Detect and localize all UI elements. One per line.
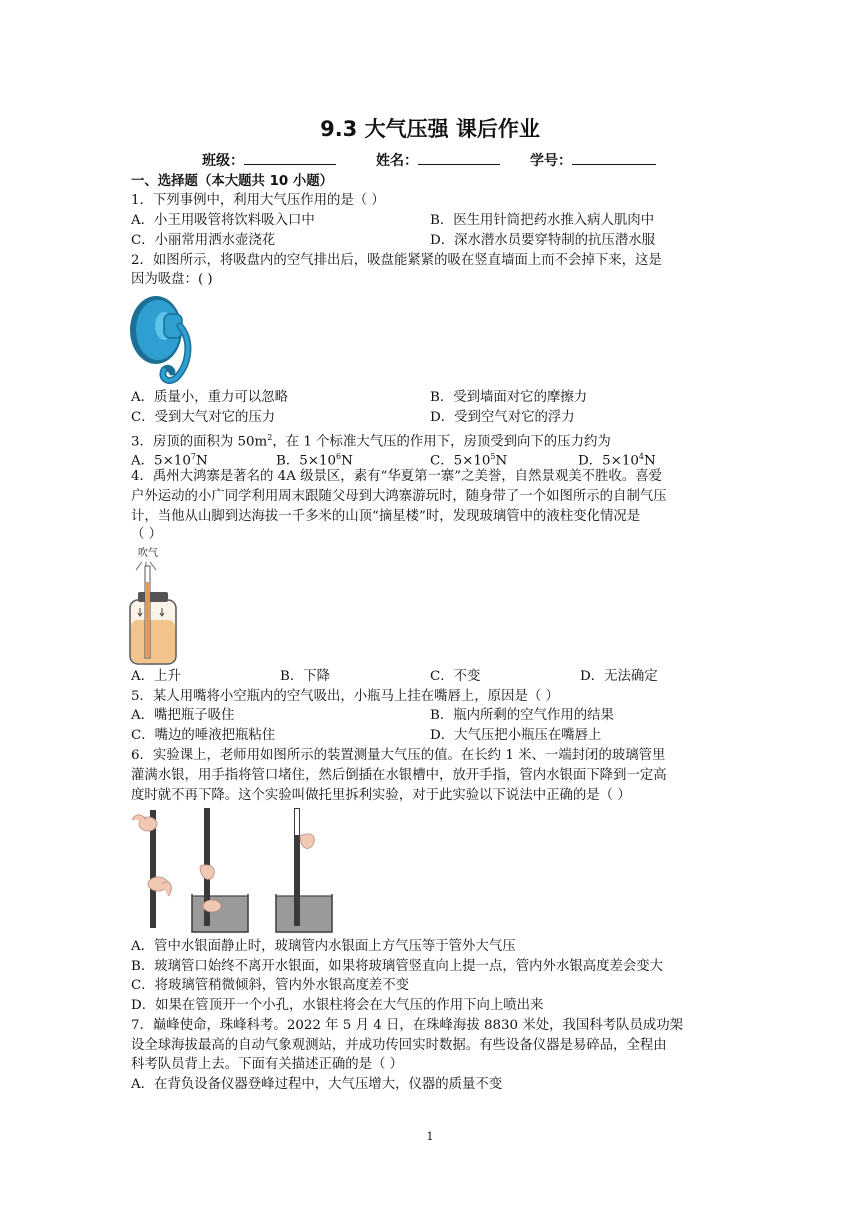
- barometer-label: 吹气: [138, 548, 158, 559]
- q6-stem-line1: 6．实验课上，老师用如图所示的装置测量大气压的值。在长约 1 米、一端封闭的玻璃管里: [131, 748, 666, 763]
- q3-c-unit: N: [495, 453, 508, 469]
- page-title: 9.3 大气压强 课后作业: [320, 117, 540, 141]
- id-blank[interactable]: [572, 150, 656, 165]
- q4-option-b: B．下降: [280, 669, 331, 684]
- q6-stem-line3: 度时就不再下降。这个实验叫做托里拆利实验，对于此实验以下说法中正确的是（ ）: [131, 788, 631, 803]
- class-label: 班级：: [202, 153, 244, 169]
- q6-option-a: A．管中水银面静止时，玻璃管内水银面上方气压等于管外大气压: [131, 939, 516, 954]
- q3-d-unit: N: [644, 453, 656, 469]
- q1-option-a: A．小王用吸管将饮料吸入口中: [131, 213, 315, 228]
- q2-stem-line2: 因为吸盘：( ): [131, 272, 213, 287]
- q7-option-a: A．在背负设备仪器登峰过程中，大气压增大，仪器的质量不变: [131, 1077, 503, 1092]
- q7-stem-line3: 科考队员背上去。下面有关描述正确的是（ ）: [131, 1057, 404, 1072]
- q1-option-b: B．医生用针筒把药水推入病人肌肉中: [430, 213, 655, 228]
- q4-stem-line3: 计，当他从山脚到达海拔一千多米的山顶“摘星楼”时，发现玻璃管中的液柱变化情况是: [131, 509, 641, 524]
- q2-option-b: B．受到墙面对它的摩擦力: [430, 390, 588, 405]
- name-field: [376, 150, 500, 170]
- q4-option-d: D．无法确定: [580, 669, 658, 684]
- tube-invert-step: [192, 808, 248, 932]
- q5-option-b: B．瓶内所剩的空气作用的结果: [430, 708, 614, 723]
- torricelli-experiment-figure: [128, 806, 348, 936]
- q1-stem: 1．下列事例中，利用大气压作用的是（ ）: [131, 193, 385, 208]
- q5-stem: 5．某人用嘴将小空瓶内的空气吸出，小瓶马上挂在嘴唇上，原因是（ ）: [131, 689, 559, 704]
- q3-a-unit: N: [195, 453, 208, 469]
- q3-a-exponent: 7: [190, 452, 196, 461]
- q6-option-d: D．如果在管顶开一个小孔，水银柱将会在大气压的作用下向上喷出来: [131, 998, 544, 1013]
- q4-option-a: A．上升: [131, 669, 181, 684]
- q6-option-b: B．玻璃管口始终不离开水银面，如果将玻璃管竖直向上提一点，管内外水银高度差会变大: [131, 959, 664, 974]
- q2-option-d: D．受到空气对它的浮力: [430, 410, 575, 425]
- q6-stem-line2: 灌满水银，用手指将管口堵住，然后倒插在水银槽中，放开手指，管内水银面下降到一定高: [131, 768, 667, 783]
- q3-c-exponent: 5: [490, 452, 496, 461]
- q3-c-text: C．5×10: [430, 453, 491, 469]
- class-blank[interactable]: [244, 150, 336, 165]
- q6-option-c: C．将玻璃管稍微倾斜，管内外水银高度差不变: [131, 978, 410, 993]
- q3-d-text: D．5×10: [578, 453, 639, 469]
- page-number: 1: [426, 1130, 434, 1143]
- q4-option-c: C．不变: [430, 669, 481, 684]
- q3-stem-exponent: 2: [267, 433, 273, 442]
- q2-stem-line1: 2．如图所示，将吸盘内的空气排出后，吸盘能紧紧的吸在竖直墙面上而不会掉下来，这是: [131, 253, 662, 268]
- q3-a-text: A．5×10: [131, 453, 191, 469]
- name-label: 姓名：: [376, 153, 418, 169]
- q4-stem-line4: （ ）: [131, 527, 163, 542]
- q7-stem-line2: 设全球海拔最高的自动气象观测站，并成功传回实时数据。有些设备仪器是易碎品，全程由: [131, 1038, 667, 1053]
- q5-option-a: A．嘴把瓶子吸住: [131, 708, 235, 723]
- q4-stem-line2: 户外运动的小广同学利用周末跟随父母到大鸿寨游玩时，随身带了一个如图所示的自制气压: [131, 489, 667, 504]
- class-field: [202, 150, 336, 170]
- tube-fill-step: [132, 810, 171, 928]
- q5-option-d: D．大气压把小瓶压在嘴唇上: [430, 728, 602, 743]
- q3-b-exponent: 6: [336, 452, 342, 461]
- q5-option-c: C．嘴边的唾液把瓶粘住: [131, 728, 276, 743]
- q2-option-c: C．受到大气对它的压力: [131, 410, 276, 425]
- q2-option-a: A．质量小，重力可以忽略: [131, 390, 288, 405]
- q4-stem-line1: 4．禹州大鸿寨是著名的 4A 级景区，素有“华夏第一寨”之美誉，自然景观美不胜收。喜爱: [131, 469, 662, 484]
- q3-b-unit: N: [341, 453, 353, 469]
- tube-final-step: [276, 808, 332, 932]
- barometer-figure: [126, 556, 180, 666]
- q3-b-text: B．5×10: [276, 453, 337, 469]
- q3-d-exponent: 4: [638, 452, 644, 461]
- q1-option-d: D．深水潜水员要穿特制的抗压潜水服: [430, 233, 655, 248]
- name-blank[interactable]: [418, 150, 500, 165]
- q1-option-c: C．小丽常用洒水壶浇花: [131, 233, 276, 248]
- q3-stem-text: 3．房顶的面积为 50m: [131, 434, 268, 450]
- id-label: 学号：: [530, 153, 572, 169]
- section-heading: 一、选择题（本大题共 10 小题）: [131, 174, 334, 189]
- q3-stem-text-end: ，在 1 个标准大气压的作用下，房顶受到向下的压力约为: [272, 434, 611, 450]
- id-field: [530, 150, 656, 170]
- q7-stem-line1: 7．巅峰使命，珠峰科考。2022 年 5 月 4 日，在珠峰海拔 8830 米处，我国科考队员成功架: [131, 1018, 684, 1033]
- suction-cup-figure: [128, 292, 194, 384]
